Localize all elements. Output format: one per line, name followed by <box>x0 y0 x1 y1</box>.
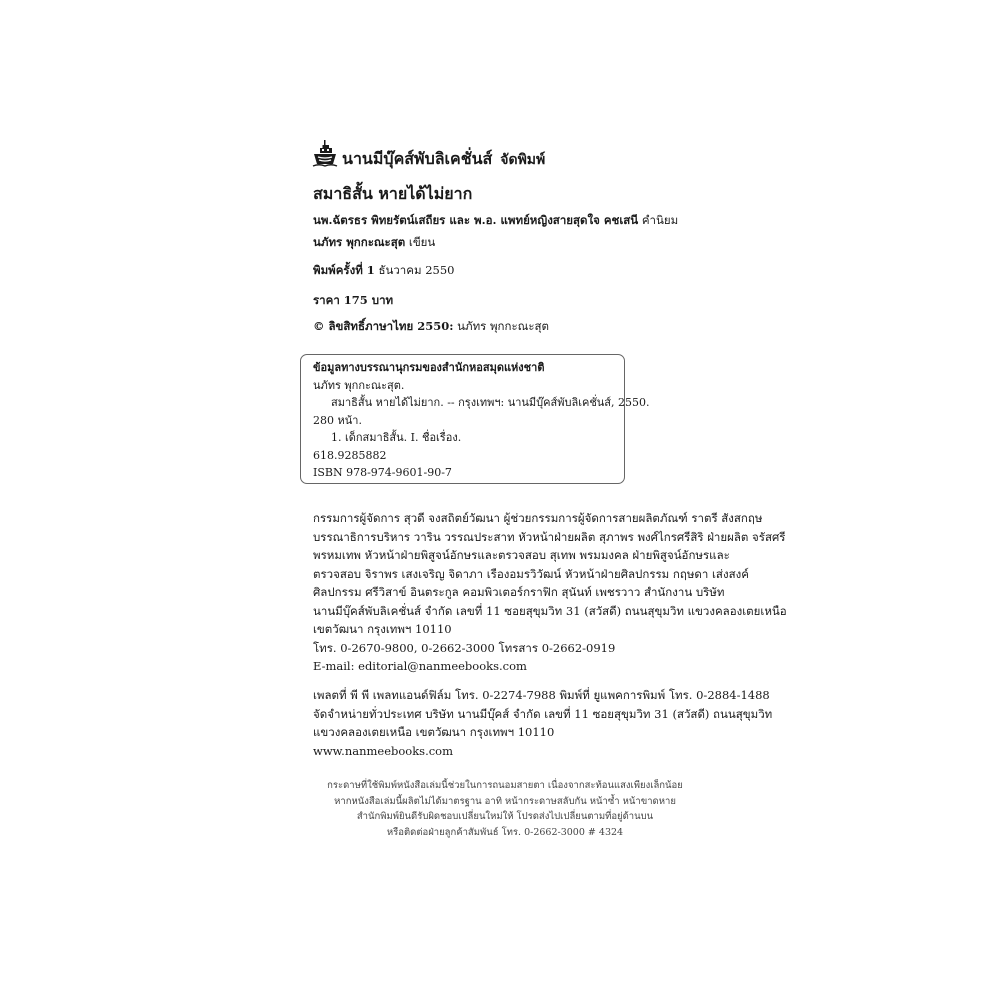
cip-isbn: ISBN 978-974-9601-90-7 <box>313 466 452 479</box>
cip-header: ข้อมูลทางบรรณานุกรมของสำนักหอสมุดแห่งชาติ <box>313 361 545 374</box>
edition-info <box>313 262 454 278</box>
advisors-credit <box>313 212 678 228</box>
copyright-label: © ลิขสิทธิ์ภาษาไทย 2550: <box>313 319 454 333</box>
copyright-holder: นภัทร พุกกะณะสุต <box>457 319 549 333</box>
edition-date: ธันวาคม 2550 <box>378 263 455 277</box>
print-line: จัดจำหน่ายทั่วประเทศ บริษัท นานมีบุ๊คส์ จำกัด เลขที่ 11 ซอยสุขุมวิท 31 (สวัสดี) ถนนสุขุมวิท <box>313 706 773 721</box>
staff-line: พรหมเทพ หัวหน้าฝ่ายพิสูจน์อักษรและตรวจสอบ สุเทพ พรมมงคล ฝ่ายพิสูจน์อักษรและ <box>313 548 730 562</box>
author-credit <box>313 234 435 250</box>
author-name: นภัทร พุกกะณะสุต <box>313 235 406 249</box>
advisors-role: คำนิยม <box>641 213 679 227</box>
copyright-line <box>313 318 549 334</box>
notice-line: หรือติดต่อฝ่ายลูกค้าสัมพันธ์ โทร. 0-2662-3000 # 4324 <box>386 826 624 838</box>
author-role: เขียน <box>408 235 436 249</box>
staff-contact-phone: โทร. 0-2670-9800, 0-2662-3000 โทรสาร 0-2662-0919 <box>313 640 616 655</box>
print-distribution <box>313 686 773 760</box>
publisher-suffix: จัดพิมพ์ <box>500 152 546 168</box>
cip-classification: 618.9285882 <box>313 448 387 462</box>
staff-contact-email: E-mail: editorial@nanmeebooks.com <box>313 659 527 673</box>
quality-notice <box>300 778 710 840</box>
cip-subjects: 1. เด็กสมาธิสั้น. I. ชื่อเรื่อง. <box>331 431 462 444</box>
notice-line: หากหนังสือเล่มนี้ผลิตไม่ได้มาตรฐาน อาทิ หน้ากระดาษสลับกัน หน้าซ้ำ หน้าขาดหาย <box>334 795 676 807</box>
staff-line: นานมีบุ๊คส์พับลิเคชั่นส์ จำกัด เลขที่ 11 ซอยสุขุมวิท 31 (สวัสดี) ถนนสุขุมวิท แขวงคลองเตยเหนือ <box>313 603 787 618</box>
staff-line: ศิลปกรรม ศรีวิสาข์ อินตระกูล คอมพิวเตอร์กราฟิก สุนันท์ เพชรวาว สำนักงาน บริษัท <box>313 585 725 599</box>
edition-label: พิมพ์ครั้งที่ 1 <box>313 263 375 277</box>
notice-line: สำนักพิมพ์ยินดีรับผิดชอบเปลี่ยนใหม่ให้ โปรดส่งไปเปลี่ยนตามที่อยู่ด้านบน <box>356 811 654 822</box>
print-line: แขวงคลองเตยเหนือ เขตวัฒนา กรุงเทพฯ 10110 <box>313 725 555 739</box>
staff-line: เขตวัฒนา กรุงเทพฯ 10110 <box>313 622 452 636</box>
publisher-logo-icon <box>312 139 338 167</box>
staff-line: ตรวจสอบ จิราพร เสงเจริญ จิดาภา เรืองอมรวิวัฒน์ หัวหน้าฝ่ายศิลปกรรม กฤษดา เส่งสงค์ <box>313 566 749 581</box>
publisher-heading <box>342 147 545 172</box>
price: ราคา 175 บาท <box>313 293 394 307</box>
cip-author: นภัทร พุกกะณะสุต. <box>313 378 405 392</box>
cip-data-box <box>300 354 650 484</box>
notice-line: กระดาษที่ใช้พิมพ์หนังสือเล่มนี้ช่วยในการถนอมสายตา เนื่องจากสะท้อนแสงเพียงเล็กน้อย <box>327 780 683 791</box>
print-line: เพลตที่ พี พี เพลทแอนด์ฟิล์ม โทร. 0-2274-7988 พิมพ์ที่ ยูแพคการพิมพ์ โทร. 0-2884-1488 <box>313 688 770 702</box>
cip-title: สมาธิสั้น หายได้ไม่ยาก. -- กรุงเทพฯ: นานมีบุ๊คส์พับลิเคชั่นส์, 2550. <box>331 396 650 409</box>
staff-line: บรรณาธิการบริหาร วาริน วรรณประสาท หัวหน้าฝ่ายผลิต สุภาพร พงศ์ไกรศรีสิริ ฝ่ายผลิต จรัสศรี <box>313 529 786 544</box>
publisher-name: นานมีบุ๊คส์พับลิเคชั่นส์ <box>342 149 493 168</box>
book-title: สมาธิสั้น หายได้ไม่ยาก <box>313 184 473 203</box>
staff-line: กรรมการผู้จัดการ สุวดี จงสถิตย์วัฒนา ผู้ช่วยกรรมการผู้จัดการสายผลิตภัณฑ์ ราตรี สังสกฤษ <box>313 511 763 525</box>
staff-credits <box>313 509 787 676</box>
cip-pages: 280 หน้า. <box>313 413 362 427</box>
website-link: www.nanmeebooks.com <box>313 743 454 758</box>
advisors-names: นพ.ฉัตรธร พิทยรัตน์เสถียร และ พ.อ. แพทย์หญิงสายสุดใจ คชเสนี <box>313 213 639 227</box>
